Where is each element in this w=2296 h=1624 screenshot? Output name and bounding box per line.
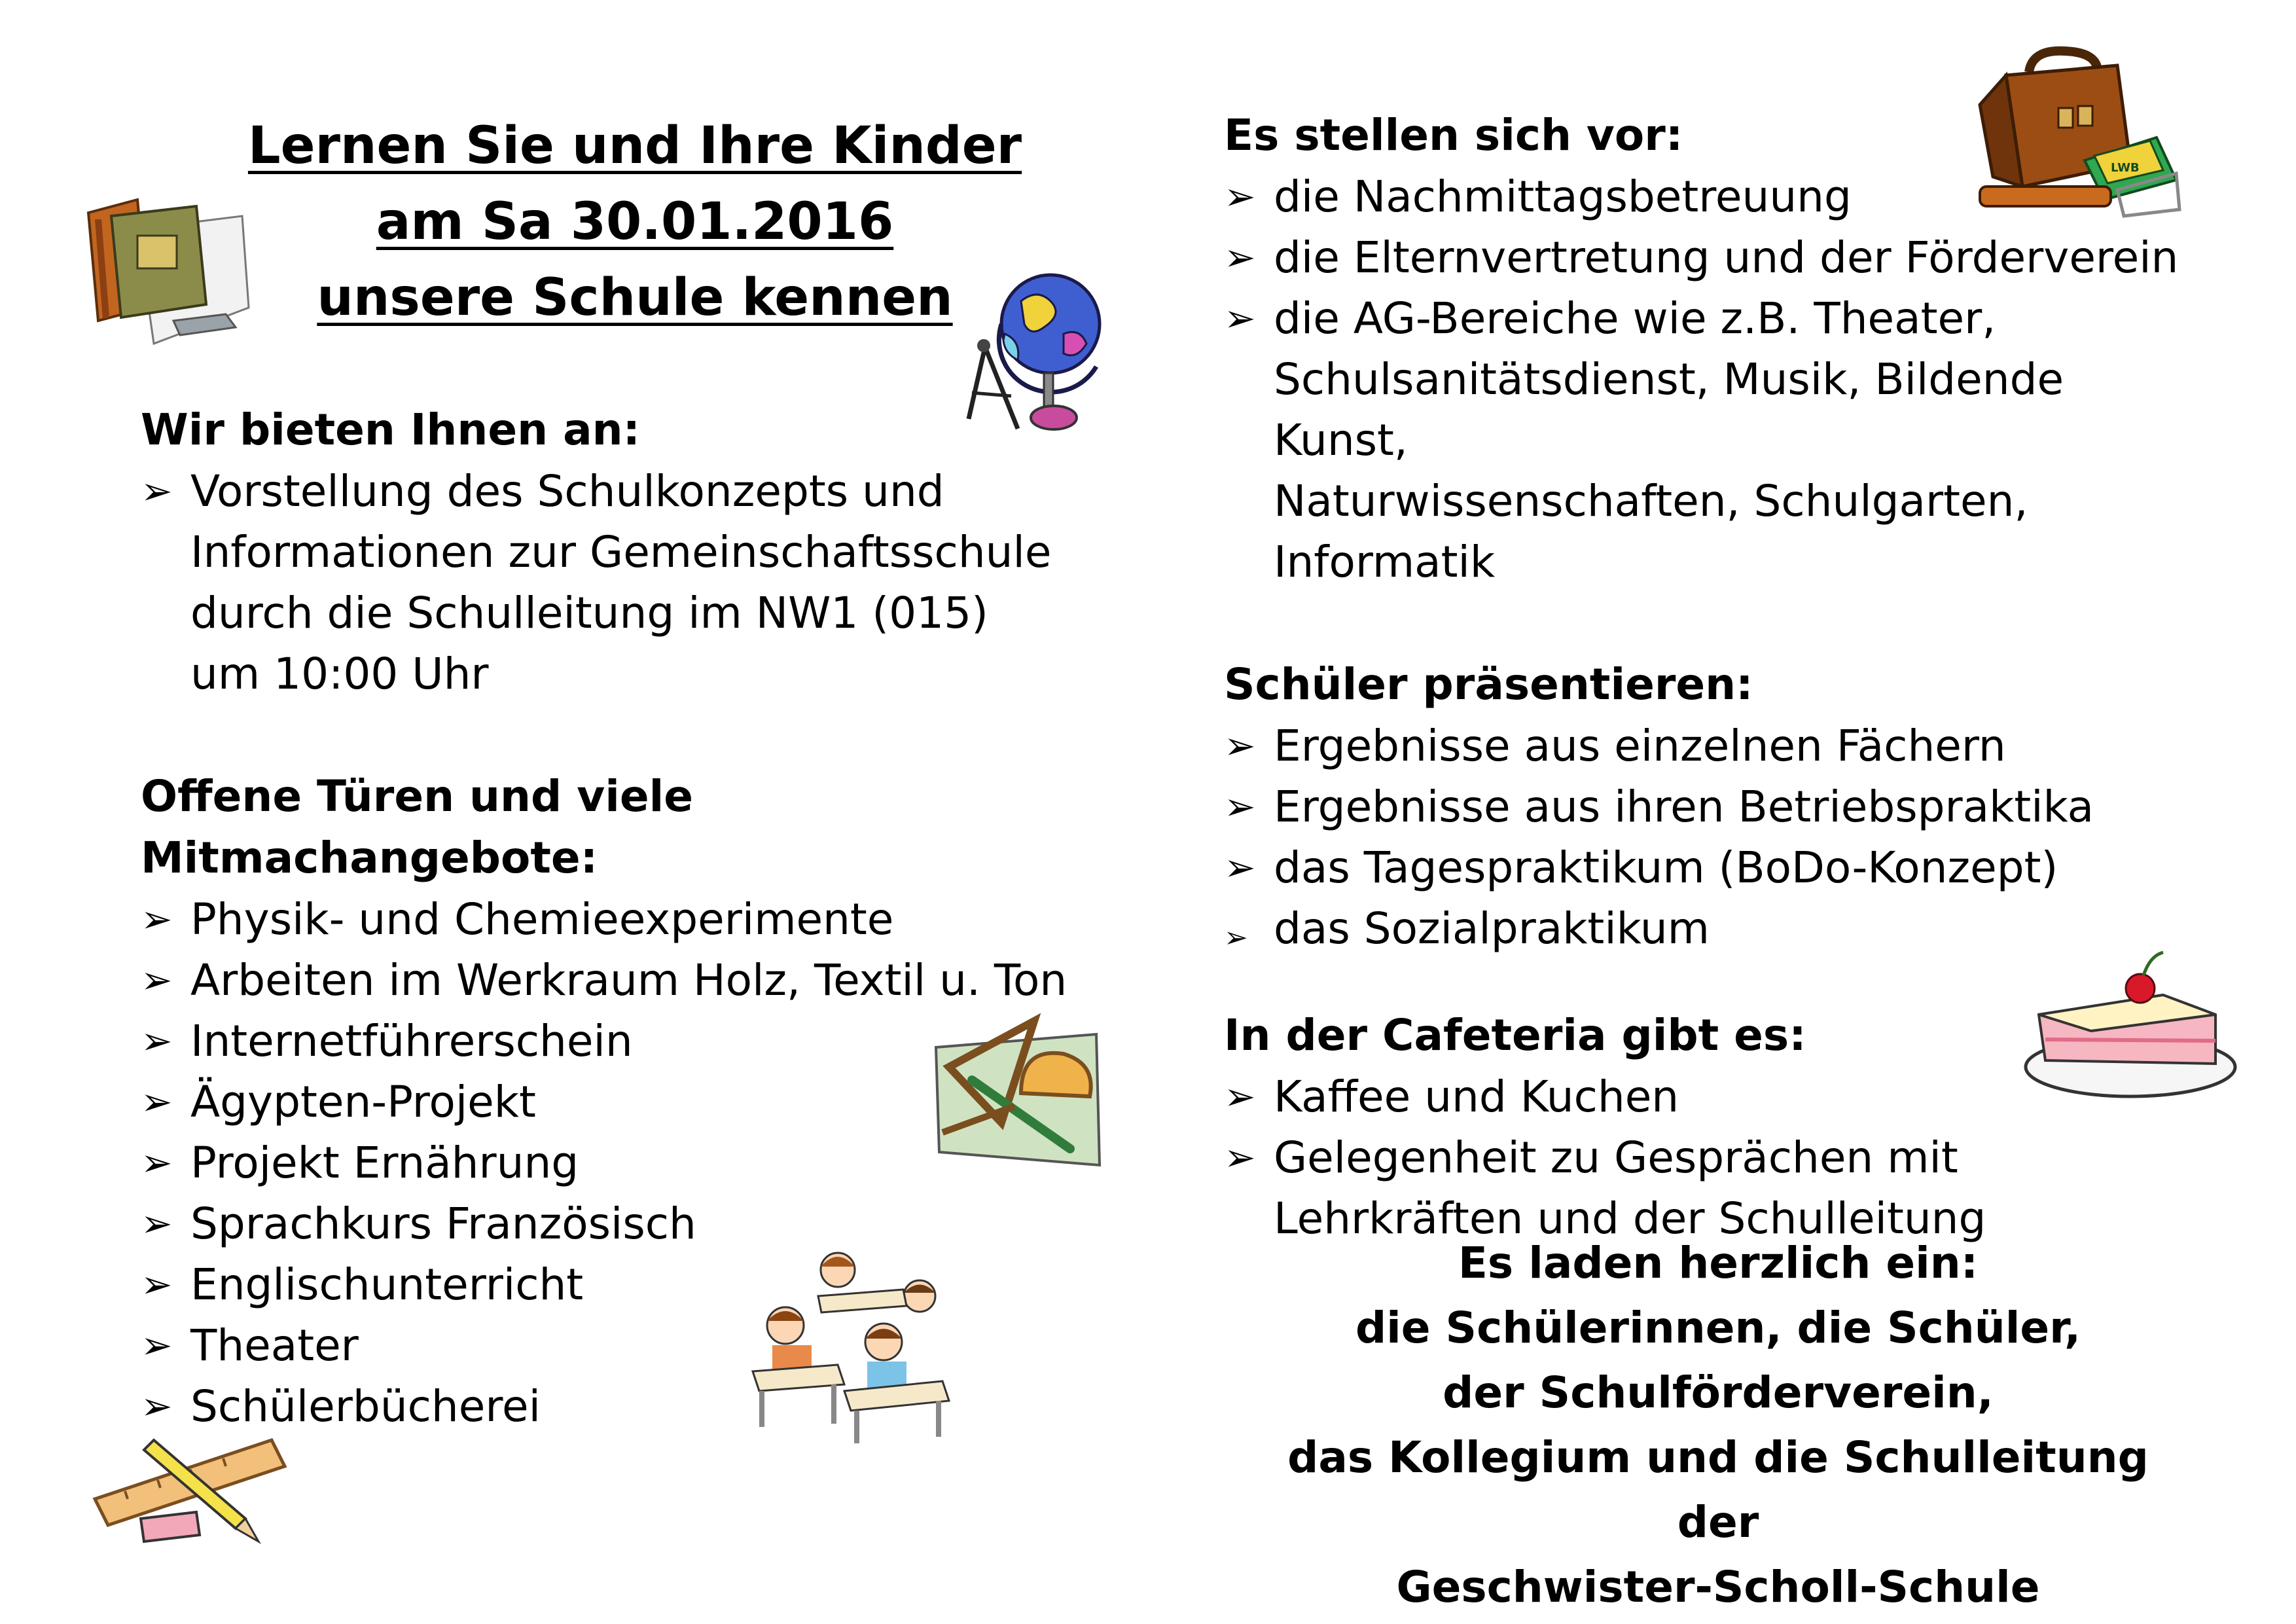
- closing-line: die Schülerinnen, die Schüler,: [1355, 1303, 2081, 1353]
- globe-icon: [965, 262, 1109, 439]
- bullet-arrow-icon: ➢: [1224, 296, 1256, 340]
- offer-line: um 10:00 Uhr: [190, 649, 489, 699]
- cafe-line: Kaffee und Kuchen: [1274, 1072, 1679, 1122]
- bullet-arrow-icon: ➢: [1224, 845, 1256, 890]
- bullet-arrow-icon: ➢: [141, 1140, 173, 1185]
- students-item-text: Ergebnisse aus einzelnen Fächern: [1274, 721, 2006, 771]
- present-line: die Elternvertretung und der Förderverein: [1274, 232, 2179, 283]
- bullet-arrow-icon: ➢: [1224, 174, 1256, 219]
- bullet-arrow-icon: ➢: [141, 958, 173, 1002]
- open-heading: Offene Türen und viele Mitmachangebote:: [141, 771, 694, 883]
- book-label: LWB: [2111, 161, 2140, 175]
- closing-line: der Schulförderverein,: [1443, 1367, 1994, 1418]
- cake-icon: [2019, 949, 2242, 1106]
- bullet-arrow-icon: ➢: [1224, 1135, 1256, 1180]
- bullet-arrow-icon: ➢: [1224, 921, 1248, 954]
- bullet-arrow-icon: ➢: [1224, 784, 1256, 829]
- students-list: [1224, 715, 2179, 959]
- offer-heading: Wir bieten Ihnen an:: [141, 405, 641, 455]
- closing-line: das Kollegium und die Schulleitung der: [1287, 1432, 2149, 1547]
- list-item: [1224, 776, 2179, 837]
- list-item: [1224, 227, 2179, 288]
- present-line: die AG-Bereiche wie z.B. Theater,: [1274, 293, 1996, 344]
- list-item: [141, 889, 1090, 950]
- present-list: [1224, 166, 2179, 592]
- present-heading: Es stellen sich vor:: [1224, 110, 1683, 160]
- bullet-arrow-icon: ➢: [141, 1079, 173, 1124]
- bullet-arrow-icon: ➢: [141, 1019, 173, 1063]
- cafe-heading: In der Cafeteria gibt es:: [1224, 1010, 1806, 1060]
- cafe-line: Gelegenheit zu Gesprächen mit: [1274, 1132, 1958, 1183]
- open-item-text: Physik- und Chemieexperimente: [190, 894, 894, 945]
- closing-line: Es laden herzlich ein:: [1458, 1238, 1979, 1288]
- open-item-text: Englischunterricht: [190, 1259, 584, 1310]
- present-line: Informatik: [1274, 537, 1496, 587]
- open-item-text: Sprachkurs Französisch: [190, 1199, 696, 1249]
- bullet-arrow-icon: ➢: [141, 469, 173, 513]
- students-heading: Schüler präsentieren:: [1224, 659, 1753, 710]
- bullet-arrow-icon: ➢: [1224, 1074, 1256, 1119]
- open-item-text: Internetführerschein: [190, 1016, 633, 1066]
- offer-line: durch die Schulleitung im NW1 (015): [190, 588, 988, 638]
- bullet-arrow-icon: ➢: [141, 1201, 173, 1246]
- geometry-set-icon: [923, 1008, 1106, 1178]
- bullet-arrow-icon: ➢: [1224, 235, 1256, 280]
- open-item-text: Ägypten-Projekt: [190, 1077, 536, 1127]
- students-item-text: das Sozialpraktikum: [1274, 903, 1710, 954]
- title-line-2: am Sa 30.01.2016: [376, 192, 894, 251]
- pupils-icon: [746, 1244, 962, 1447]
- ruler-pencil-icon: [88, 1427, 291, 1551]
- open-item-text: Projekt Ernährung: [190, 1138, 579, 1188]
- bullet-arrow-icon: ➢: [141, 897, 173, 941]
- list-item: [1224, 715, 2179, 776]
- bullet-arrow-icon: ➢: [141, 1262, 173, 1307]
- books-icon: [75, 190, 252, 347]
- briefcase-icon: [1967, 46, 2183, 223]
- title-line-3: unsere Schule kennen: [317, 268, 953, 327]
- open-item-text: Theater: [190, 1320, 359, 1371]
- bullet-arrow-icon: ➢: [141, 1384, 173, 1428]
- bullet-arrow-icon: ➢: [141, 1323, 173, 1367]
- list-item: [1224, 837, 2179, 898]
- list-item: [141, 461, 1090, 704]
- present-line: Schulsanitätsdienst, Musik, Bildende Kunst,: [1274, 354, 2064, 465]
- closing-invitation: [1244, 1231, 2193, 1619]
- list-item: [1224, 288, 2179, 592]
- students-item-text: Ergebnisse aus ihren Betriebspraktika: [1274, 782, 2094, 832]
- list-item: [141, 950, 1090, 1011]
- title-line-1: Lernen Sie und Ihre Kinder: [247, 117, 1022, 175]
- offer-line: Vorstellung des Schulkonzepts und: [190, 466, 944, 516]
- offer-line: Informationen zur Gemeinschaftsschule: [190, 527, 1052, 577]
- students-item-text: das Tagespraktikum (BoDo-Konzept): [1274, 842, 2058, 893]
- offer-list: [141, 461, 1090, 704]
- present-line: Naturwissenschaften, Schulgarten,: [1274, 476, 2028, 526]
- open-item-text: Arbeiten im Werkraum Holz, Textil u. Ton: [190, 955, 1067, 1005]
- open-item-text: Schülerbücherei: [190, 1381, 541, 1432]
- cafe-line: Lehrkräften und der Schulleitung: [1274, 1193, 1986, 1244]
- bullet-arrow-icon: ➢: [1224, 723, 1256, 768]
- closing-line: Geschwister-Scholl-Schule: [1396, 1562, 2040, 1612]
- present-line: die Nachmittagsbetreuung: [1274, 171, 1852, 222]
